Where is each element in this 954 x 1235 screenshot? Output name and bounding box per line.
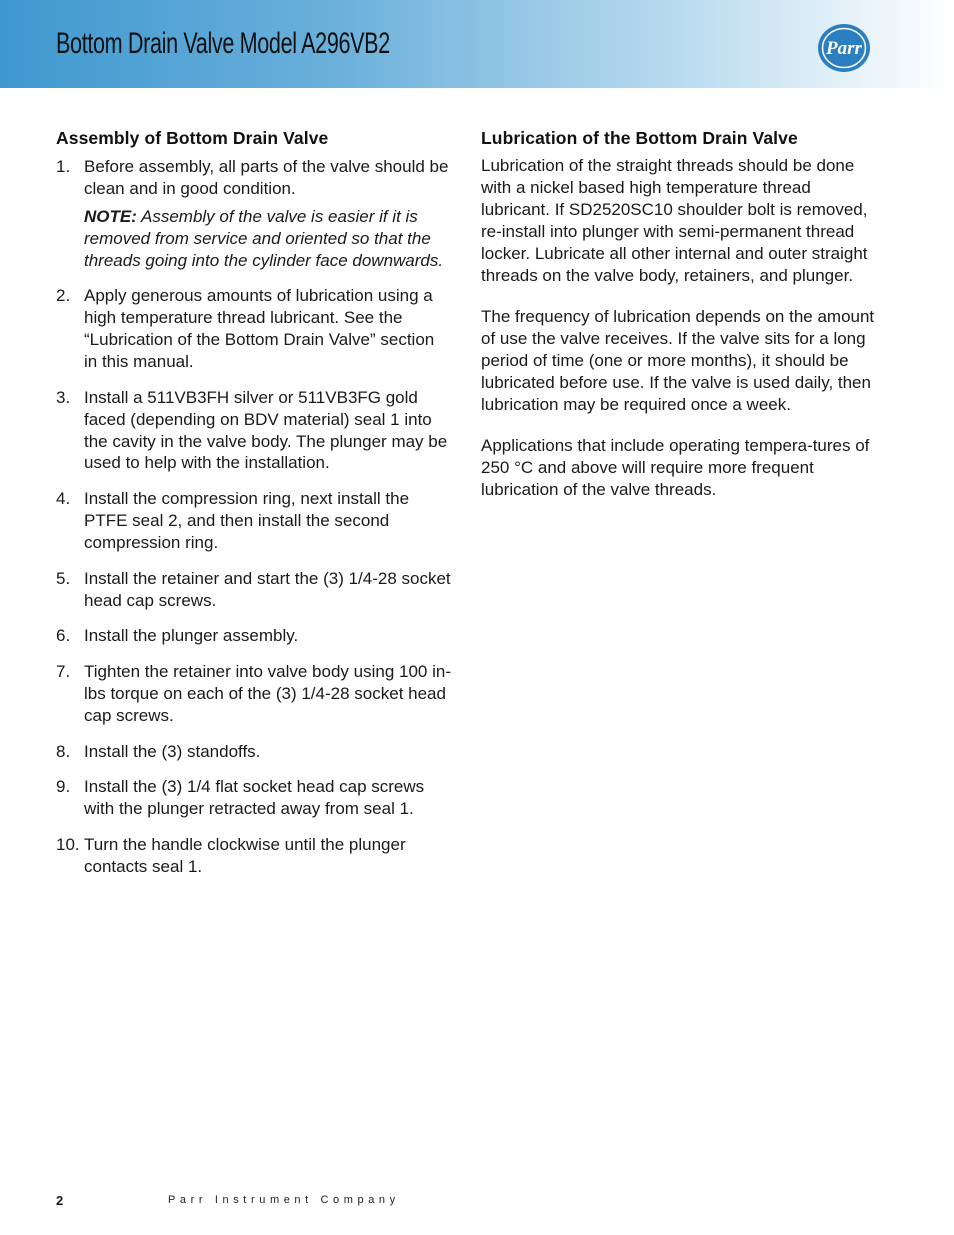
step-number: 2. xyxy=(56,286,71,306)
step-text: Apply generous amounts of lubrication using a high temperature thread lubricant. See the “Lubrication of the Bottom Drain Valve” section in this manual. xyxy=(84,286,435,372)
step-number: 3. xyxy=(56,387,71,407)
lubrication-paragraph: Applications that include operating tempera-tures of 250 °C and above will require more frequent lubrication of the valve threads. xyxy=(481,435,870,499)
page-title: Bottom Drain Valve Model A296VB2 xyxy=(56,27,390,60)
page-number: 2 xyxy=(56,1193,64,1208)
list-item xyxy=(56,741,451,763)
step-text: Install the (3) 1/4 flat socket head cap screws with the plunger retracted away from seal 1. xyxy=(84,777,425,819)
lubrication-paragraph: Lubrication of the straight threads should be done with a nickel based high temperature thread lubricant. If SD2520SC10 shoulder bolt is removed, re-install into plunger with semi-permanent thread locker. Lubricate all other internal and outer straight threads on the valve body, retainers, and plunger. xyxy=(481,156,868,285)
note-text: Assembly of the valve is easier if it is removed from service and oriented so that the threads going into the cylinder face downwards. xyxy=(84,206,444,270)
lubrication-section xyxy=(481,128,876,520)
logo-text: Parr xyxy=(826,38,862,59)
note-label: NOTE: xyxy=(84,206,137,226)
step-number: 6. xyxy=(56,626,71,646)
company-name: Parr Instrument Company xyxy=(168,1194,400,1206)
assembly-steps xyxy=(56,156,451,878)
step-number: 7. xyxy=(56,662,71,681)
list-item xyxy=(56,488,451,554)
step-text: Install the plunger assembly. xyxy=(84,626,299,646)
assembly-section xyxy=(56,128,451,891)
step-text: Turn the handle clockwise until the plunger contacts seal 1. xyxy=(84,834,406,876)
step-number: 4. xyxy=(56,489,71,509)
lubrication-heading: Lubrication of the Bottom Drain Valve xyxy=(481,128,798,148)
step-text: Install the (3) standoffs. xyxy=(84,741,261,761)
list-item xyxy=(56,776,451,820)
step-number: 5. xyxy=(56,568,71,588)
step-text: Install a 511VB3FH silver or 511VB3FG gold faced (depending on BDV material) seal 1 into the cavity in the valve body. The plunger may be used to help with the installation. xyxy=(84,387,448,473)
step-number: 9. xyxy=(56,777,71,797)
step-text: Install the retainer and start the (3) 1/4-28 socket head cap screws. xyxy=(84,568,451,610)
lubrication-paragraph: The frequency of lubrication depends on the amount of use the valve receives. If the valve sits for a long period of time (one or more months), it should be lubricated before use. If the valve is used daily, then lubrication may be required once a week. xyxy=(481,306,875,414)
list-item xyxy=(56,834,451,878)
list-item xyxy=(56,625,451,647)
step-text: Before assembly, all parts of the valve should be clean and in good condition. xyxy=(84,157,449,198)
assembly-heading: Assembly of Bottom Drain Valve xyxy=(56,128,329,148)
list-item xyxy=(56,568,451,612)
step-number: 1. xyxy=(56,157,71,176)
step-number: 10. xyxy=(56,834,80,854)
step-text: Install the compression ring, next install the PTFE seal 2, and then install the second compression ring. xyxy=(84,489,410,552)
list-item xyxy=(56,661,451,727)
step-number: 8. xyxy=(56,741,71,761)
step-note xyxy=(84,206,451,272)
list-item xyxy=(56,387,451,475)
parr-logo xyxy=(816,22,872,74)
list-item xyxy=(56,285,451,373)
list-item xyxy=(56,156,451,272)
step-text: Tighten the retainer into valve body using 100 in-lbs torque on each of the (3) 1/4-28 socket head cap screws. xyxy=(84,662,451,725)
